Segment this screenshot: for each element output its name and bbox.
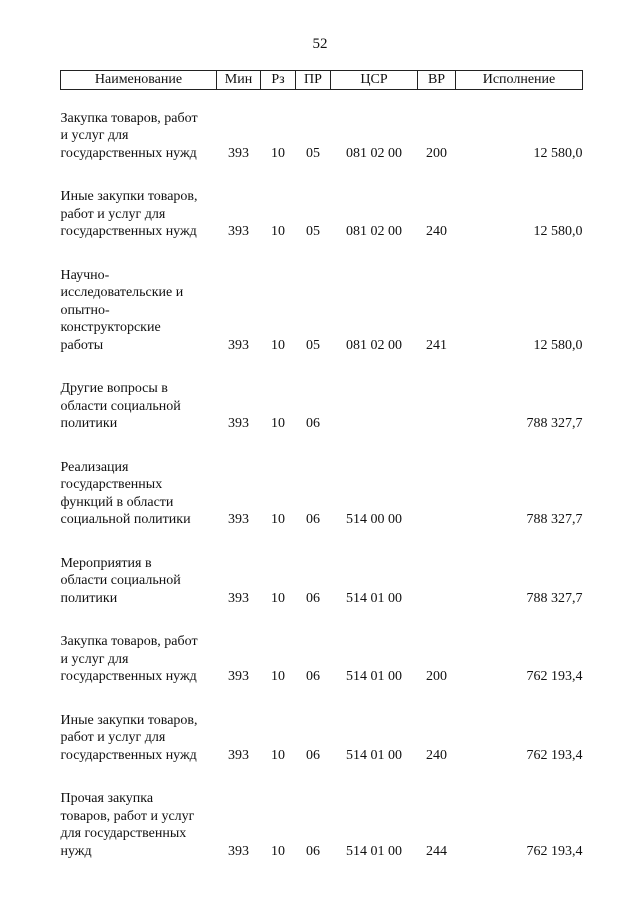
row-pr: 06 <box>306 747 320 763</box>
row-name <box>61 633 217 686</box>
row-name <box>61 459 217 529</box>
row-csr: 514 01 00 <box>346 590 402 606</box>
row-name-line: социальной политики <box>60 512 191 527</box>
row-csr: 081 02 00 <box>346 224 402 239</box>
row-csr: 514 00 00 <box>346 512 402 527</box>
row-name-line: государственных <box>60 477 163 492</box>
row-pr: 06 <box>306 590 320 606</box>
row-name-line: политики <box>60 416 118 431</box>
table-header <box>61 71 583 90</box>
gap-row <box>61 162 583 188</box>
row-exec: 762 193,4 <box>526 669 583 684</box>
row-min: 393 <box>228 337 249 353</box>
row-name <box>61 110 217 163</box>
row-name-line: области социальной <box>60 573 181 588</box>
row-name-line: Иные закупки товаров, <box>60 712 198 728</box>
row-pr: 05 <box>306 145 320 161</box>
row-min: 393 <box>228 224 249 239</box>
row-vr <box>418 555 456 608</box>
table-row <box>61 188 583 241</box>
table-row <box>61 555 583 608</box>
row-pr: 05 <box>306 337 320 353</box>
table-body <box>61 89 583 860</box>
row-rz: 10 <box>271 145 285 161</box>
row-name-line: и услуг для <box>60 651 129 667</box>
table-row <box>61 790 583 860</box>
row-rz: 10 <box>271 747 285 763</box>
row-name-line: конструкторские <box>60 320 161 335</box>
table-row <box>61 459 583 529</box>
row-name-line: нужд <box>60 843 92 859</box>
row-exec: 788 327,7 <box>526 590 583 606</box>
row-csr: 081 02 00 <box>346 337 402 353</box>
row-name-line: политики <box>60 590 118 606</box>
row-name-line: области социальной <box>60 398 181 414</box>
row-min: 393 <box>228 590 249 606</box>
row-name-line: Прочая закупка <box>60 791 154 806</box>
row-pr: 06 <box>306 843 320 859</box>
row-name-line: Научно- <box>60 267 110 283</box>
gap-row <box>61 686 583 712</box>
gap-row <box>61 433 583 459</box>
row-rz: 10 <box>271 416 285 431</box>
budget-table <box>60 70 583 860</box>
row-name <box>61 712 217 765</box>
header-pr: ПР <box>296 71 331 90</box>
row-name-line: Реализация <box>60 459 129 475</box>
row-min: 393 <box>228 145 249 161</box>
row-name-line: Другие вопросы в <box>60 381 168 396</box>
spacer-row <box>61 89 583 110</box>
page-number: 52 <box>312 36 328 52</box>
row-name <box>61 790 217 860</box>
row-vr <box>418 459 456 529</box>
row-exec: 762 193,4 <box>526 747 583 763</box>
row-exec: 762 193,4 <box>526 843 583 859</box>
row-exec: 788 327,7 <box>526 416 583 431</box>
header-min: Мин <box>217 71 261 90</box>
header-vr: ВР <box>418 71 456 90</box>
gap-row <box>61 529 583 555</box>
gap-row <box>61 764 583 790</box>
row-name <box>61 380 217 433</box>
row-vr: 240 <box>426 747 447 763</box>
row-exec: 12 580,0 <box>533 145 583 161</box>
gap-row <box>61 241 583 267</box>
row-min: 393 <box>228 512 249 527</box>
row-name-line: работ и услуг для <box>60 206 166 222</box>
row-pr: 06 <box>306 669 320 684</box>
row-name-line: Мероприятия в <box>60 555 152 571</box>
row-name-line: государственных нужд <box>60 747 197 763</box>
row-name-line: работ и услуг для <box>60 730 166 745</box>
row-name-line: государственных нужд <box>60 669 197 684</box>
gap-row <box>61 607 583 633</box>
row-vr: 240 <box>426 224 447 239</box>
row-min: 393 <box>228 843 249 859</box>
row-name-line: Иные закупки товаров, <box>60 189 198 204</box>
row-name-line: государственных нужд <box>60 224 197 239</box>
row-vr <box>418 380 456 433</box>
row-vr: 241 <box>426 337 447 353</box>
row-rz: 10 <box>271 512 285 527</box>
table-row <box>61 633 583 686</box>
row-vr: 200 <box>426 145 447 161</box>
row-name-line: работы <box>60 337 104 353</box>
row-pr: 06 <box>306 416 320 431</box>
table-row <box>61 712 583 765</box>
header-exec: Исполнение <box>456 71 583 90</box>
row-min: 393 <box>228 747 249 763</box>
row-name-line: Закупка товаров, работ <box>60 110 198 126</box>
row-csr: 514 01 00 <box>346 747 402 763</box>
row-name-line: функций в области <box>60 494 174 510</box>
row-vr: 244 <box>426 843 447 859</box>
row-name <box>61 555 217 608</box>
row-rz: 10 <box>271 337 285 353</box>
gap-row <box>61 354 583 380</box>
row-name-line: Закупка товаров, работ <box>60 634 198 649</box>
row-name-line: исследовательские и <box>60 285 184 300</box>
row-pr: 05 <box>306 224 320 239</box>
row-rz: 10 <box>271 590 285 606</box>
row-min: 393 <box>228 416 249 431</box>
row-pr: 06 <box>306 512 320 527</box>
row-rz: 10 <box>271 224 285 239</box>
header-rz: Рз <box>261 71 296 90</box>
row-name-line: и услуг для <box>60 128 129 143</box>
table-row <box>61 110 583 163</box>
row-csr: 081 02 00 <box>346 145 402 161</box>
row-name-line: товаров, работ и услуг <box>60 808 195 824</box>
row-name-line: государственных нужд <box>60 145 197 161</box>
row-rz: 10 <box>271 669 285 684</box>
row-rz: 10 <box>271 843 285 859</box>
row-min: 393 <box>228 669 249 684</box>
row-csr <box>331 380 418 433</box>
header-name: Наименование <box>61 71 217 90</box>
row-name-line: для государственных <box>60 826 187 841</box>
row-vr: 200 <box>426 669 447 684</box>
row-exec: 12 580,0 <box>533 337 583 353</box>
row-exec: 788 327,7 <box>526 512 583 527</box>
header-csr: ЦСР <box>331 71 418 90</box>
table-row <box>61 267 583 355</box>
row-csr: 514 01 00 <box>346 843 402 859</box>
row-name-line: опытно- <box>60 302 110 318</box>
row-exec: 12 580,0 <box>533 224 583 239</box>
row-name <box>61 267 217 355</box>
row-csr: 514 01 00 <box>346 669 402 684</box>
row-name <box>61 188 217 241</box>
table-row <box>61 380 583 433</box>
